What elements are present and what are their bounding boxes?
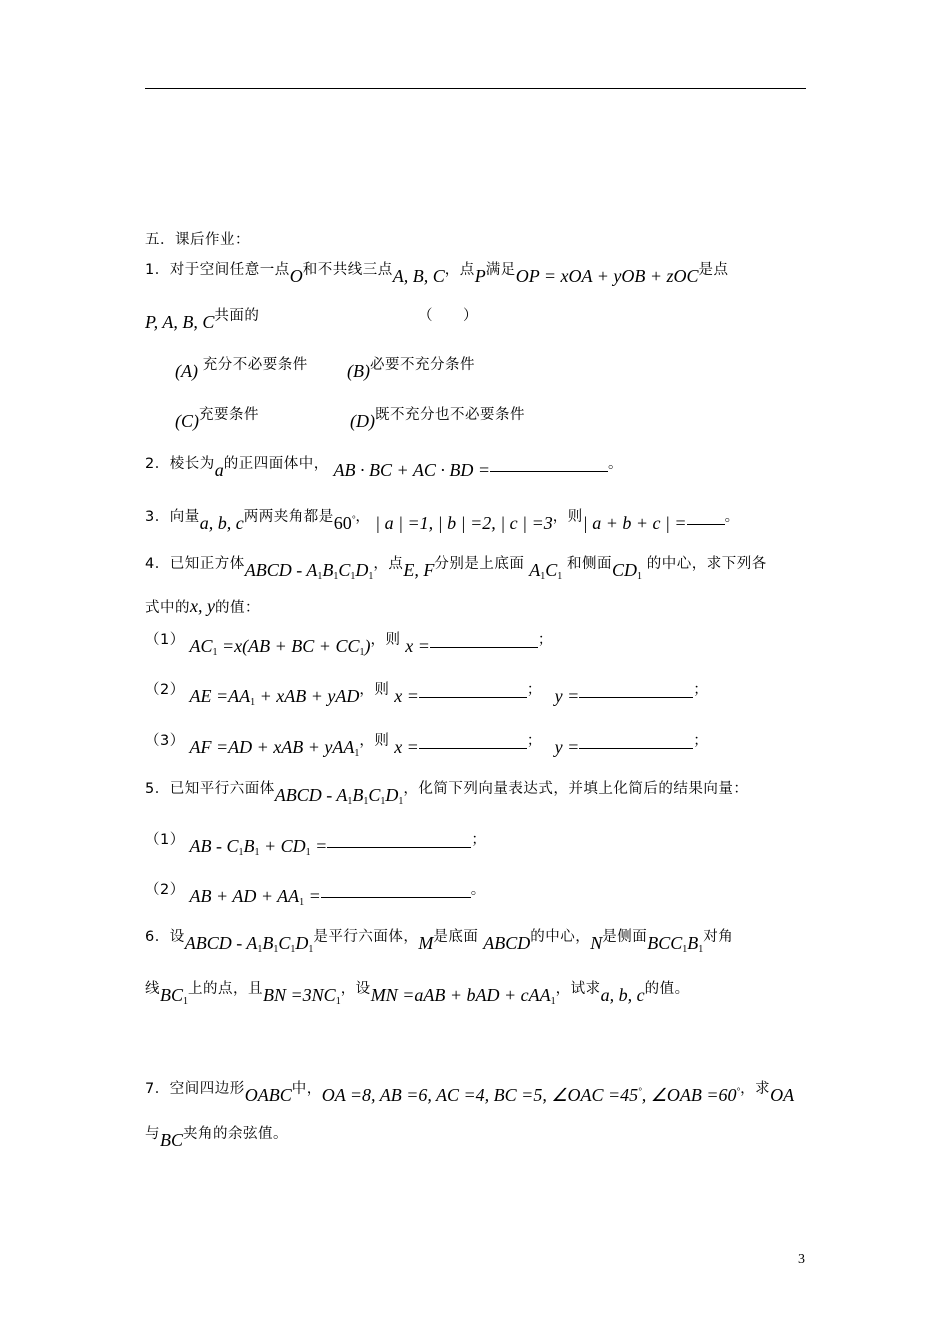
- q1-points-abc: A, B, C: [392, 266, 445, 286]
- q4-vars-xy: x, y: [190, 596, 215, 616]
- q5-text: ，化简下列向量表达式，并填上化简后的结果向量：: [403, 781, 749, 797]
- q2-var-a: a: [214, 460, 224, 480]
- q6-line1: [145, 925, 734, 955]
- option-text: 必要不充分条件: [369, 357, 475, 373]
- q4-part3: [145, 729, 709, 759]
- q3-text: ，: [355, 509, 371, 525]
- option-label: (C): [175, 411, 199, 431]
- q4-var-y: y =: [554, 686, 580, 706]
- q2-prefix: 2．棱长为: [145, 456, 215, 472]
- q1-prefix: 1．对于空间任意一点: [145, 262, 290, 278]
- q7-conditions: OA =8, AB =6, AC =4, BC =5, ∠OAC =45°, ∠OAB =60°: [321, 1085, 741, 1105]
- q1-text: 和不共线三点: [302, 262, 393, 278]
- q1-option-d: [350, 403, 525, 431]
- q6-point-m: M: [418, 933, 434, 953]
- q3-text: ，则: [552, 509, 583, 525]
- q4-text: 的中心，求下列各: [646, 556, 767, 572]
- q1-option-a: [175, 353, 308, 381]
- q7-cond-b: , ∠OAB =60: [641, 1085, 737, 1105]
- q3-end: 。: [724, 509, 740, 525]
- q1-line2: [145, 304, 260, 332]
- header-rule: [145, 88, 806, 89]
- q6-point-n: N: [590, 933, 603, 953]
- q4-text: ，则: [370, 632, 401, 648]
- q1-text: 共面的: [214, 308, 260, 324]
- option-text: 既不充分也不必要条件: [375, 407, 525, 423]
- q6-base: ABCD: [483, 933, 531, 953]
- q4-part2-equation: AE $=AA_1$ + xAB + yAD: [189, 686, 360, 708]
- q6-vars: a, b, c: [600, 985, 645, 1005]
- q3-answer-blank[interactable]: [687, 524, 725, 525]
- q1-point-p: P: [474, 266, 486, 286]
- q5-line1: [145, 777, 749, 807]
- q5-part1-blank[interactable]: [327, 847, 471, 848]
- q3-line: [145, 505, 740, 533]
- q3-prefix: 3．向量: [145, 509, 200, 525]
- q4-line2: [145, 596, 260, 617]
- q7-text: ，求: [740, 1081, 771, 1097]
- q7-text: 夹角的余弦值。: [183, 1126, 289, 1142]
- option-text: 充要条件: [199, 407, 259, 423]
- q6-diagonal: $BC_1$: [160, 985, 189, 1007]
- q7-prefix: 7．空间四边形: [145, 1081, 245, 1097]
- q6-condition: BN $=3NC_1$: [263, 985, 341, 1007]
- q4-part2-x-blank[interactable]: [419, 697, 527, 698]
- q6-prefix: 6．设: [145, 929, 185, 945]
- q7-vector-bc: BC: [160, 1130, 184, 1150]
- q4-text: ，则: [359, 682, 390, 698]
- q4-cube: ABCD - $A_1B_1C_1D_1$: [244, 560, 374, 582]
- q5-part1: [145, 828, 487, 858]
- option-text: 充分不必要条件: [202, 357, 308, 373]
- q4-text: 的值：: [214, 600, 260, 616]
- q6-equation: MN =aAB + bAD + cAA$_1$: [370, 985, 556, 1007]
- q6-line2: [145, 977, 690, 1007]
- option-label: (B): [347, 361, 370, 381]
- part-label: （3）: [145, 733, 185, 749]
- q7-text: 与: [145, 1126, 160, 1142]
- q7-line1: [145, 1077, 795, 1105]
- q4-var-x: x =: [394, 737, 419, 757]
- q6-text: ，试求: [555, 981, 601, 997]
- q7-cond-a: OA =8, AB =6, AC =4, BC =5, ∠OAC =45: [321, 1085, 639, 1105]
- q4-part1-equation: $AC_1 =x(AB$ + BC + $CC_1$): [189, 636, 371, 658]
- q6-text: 的值。: [644, 981, 690, 997]
- q4-prefix: 4．已知正方体: [145, 556, 245, 572]
- q4-part2-y-blank[interactable]: [579, 697, 693, 698]
- section-title: 五．课后作业：: [145, 232, 250, 248]
- q4-text: 分别是上底面: [434, 556, 525, 572]
- option-label: (A): [175, 361, 198, 381]
- q4-part3-x-blank[interactable]: [419, 748, 527, 749]
- part-label: （2）: [145, 682, 185, 698]
- q6-text: 上的点，且: [188, 981, 264, 997]
- q4-part3-equation: AF =AD + xAB + yAA$_1$: [189, 737, 360, 759]
- q7-vector-oa: OA: [770, 1085, 795, 1105]
- q4-face-a1c1: $A_1C_1$: [529, 560, 563, 582]
- q4-part2: [145, 678, 709, 708]
- q1-option-c: [175, 403, 259, 431]
- q4-cube-name: ABCD - A: [244, 560, 318, 580]
- q5-prefix: 5．已知平行六面体: [145, 781, 275, 797]
- q3-angle: 60: [333, 513, 352, 533]
- q4-var-x: x =: [394, 686, 419, 706]
- q4-part1-x-blank[interactable]: [430, 647, 538, 648]
- q1-equation: OP = xOA + yOB + zOC: [515, 266, 699, 286]
- q2-text: 的正四面体中，: [223, 456, 329, 472]
- q1-line1: [145, 258, 729, 286]
- q1-point-o: O: [289, 266, 303, 286]
- q3-equation: | a + b + c | =: [582, 513, 687, 533]
- q6-side-face: $BCC_1B_1$: [647, 933, 704, 955]
- q5-part1-expression: AB - $C_1B_1 + CD_1$ =: [189, 836, 328, 858]
- punct: ；: [526, 733, 542, 749]
- q1-answer-paren: （ ）: [418, 308, 478, 324]
- q7-quadrilateral: OABC: [244, 1085, 292, 1105]
- q1-text: 满足: [485, 262, 516, 278]
- q4-part1: [145, 628, 553, 658]
- q5-end: 。: [470, 882, 486, 898]
- q3-norms: | a | =1, | b | =2, | c | =3: [375, 513, 553, 533]
- q1-text: ，点: [444, 262, 475, 278]
- q3-vectors: a, b, c: [199, 513, 244, 533]
- q3-text: 两两夹角都是: [243, 509, 334, 525]
- q4-text: ，则: [359, 733, 390, 749]
- part-label: （1）: [145, 832, 185, 848]
- degree-symbol: °: [351, 514, 356, 524]
- q4-text: 和侧面: [567, 556, 612, 572]
- q7-line2: [145, 1122, 289, 1150]
- part-label: （1）: [145, 632, 185, 648]
- punct: ；: [693, 733, 709, 749]
- q6-text: 是底面: [433, 929, 479, 945]
- q2-answer-blank[interactable]: [490, 471, 608, 472]
- q6-text: 是平行六面体，: [313, 929, 419, 945]
- q4-text: ，点: [373, 556, 404, 572]
- part-label: （2）: [145, 882, 185, 898]
- q4-points-ef: E, F: [403, 560, 435, 580]
- q2-line: [145, 452, 623, 480]
- q2-end: 。: [607, 456, 623, 472]
- q4-part3-y-blank[interactable]: [579, 748, 693, 749]
- q6-text: 是侧面: [602, 929, 648, 945]
- punct: ；: [471, 832, 487, 848]
- q4-var-y: y =: [554, 737, 580, 757]
- q1-option-b: [347, 353, 475, 381]
- option-label: (D): [350, 411, 375, 431]
- punct: ；: [693, 682, 709, 698]
- q6-parallelepiped: ABCD - $A_1B_1C_1D_1$: [184, 933, 314, 955]
- q5-part2: [145, 878, 486, 908]
- q7-text: 中，: [291, 1081, 322, 1097]
- q6-text: 对角: [703, 929, 734, 945]
- q4-text: 式中的: [145, 600, 190, 616]
- q6-text: 线: [145, 981, 160, 997]
- q4-var-x: x =: [405, 636, 430, 656]
- q4-line1: [145, 552, 767, 582]
- q1-text: 是点: [698, 262, 729, 278]
- q5-parallelepiped: ABCD - $A_1B_1C_1D_1$: [274, 785, 404, 807]
- punct: ；: [526, 682, 542, 698]
- page-number: 3: [798, 1252, 805, 1267]
- q5-part2-expression: AB + AD + $AA_1$ =: [189, 886, 321, 908]
- q1-points-pabc: P, A, B, C: [145, 312, 215, 332]
- q6-text: ，设: [340, 981, 371, 997]
- q4-face-cd1: $CD_1$: [612, 560, 643, 582]
- q2-equation: AB · BC + AC · BD =: [333, 460, 490, 480]
- q5-part2-blank[interactable]: [321, 897, 471, 898]
- q6-text: 的中心，: [530, 929, 591, 945]
- punct: ；: [537, 632, 553, 648]
